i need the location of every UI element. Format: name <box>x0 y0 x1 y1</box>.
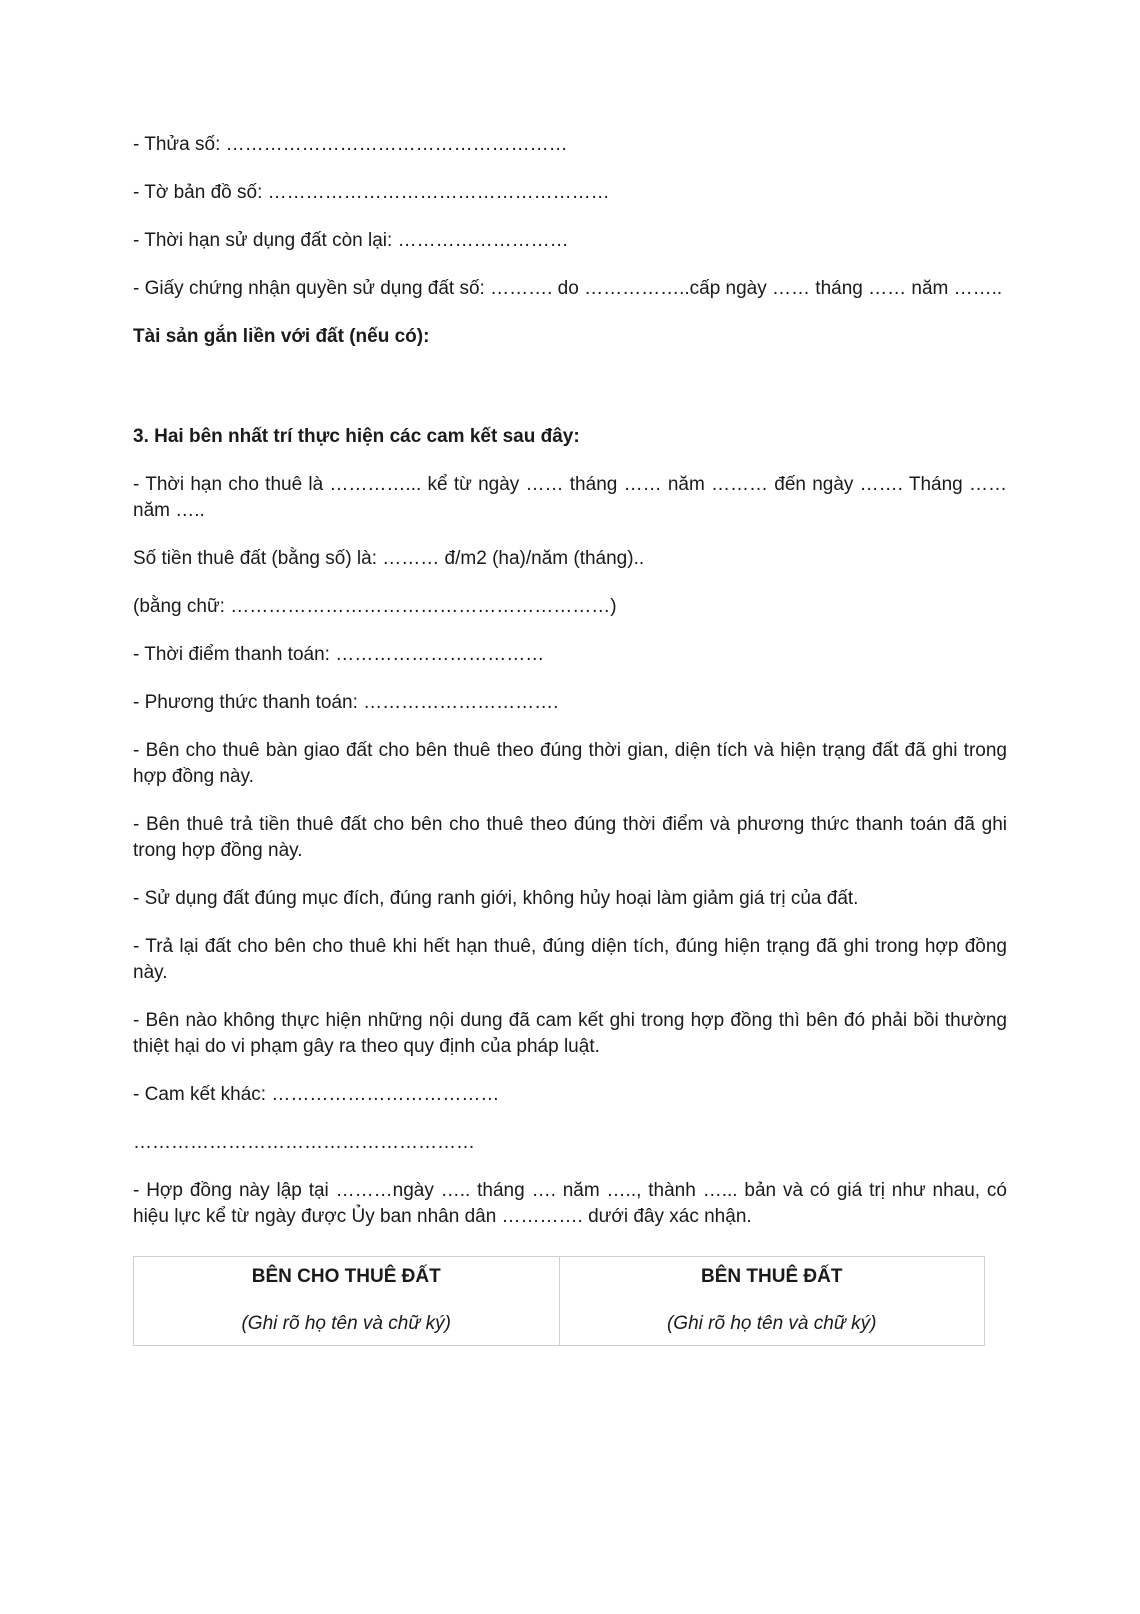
clause-land-handover: - Bên cho thuê bàn giao đất cho bên thuê theo đúng thời gian, diện tích và hiện trạng đất đã ghi trong hợp đồng này. <box>133 740 1007 787</box>
clause-contract-execution: - Hợp đồng này lập tại ………ngày ….. tháng …. năm ….., thành …... bản và có giá trị như nhau, có hiệu lực kể từ ngày được Ủy ban nhân dân …………. dưới đây xác nhận. <box>133 1180 1007 1227</box>
lessee-party-header: BÊN THUÊ ĐẤT <box>701 1266 843 1287</box>
clause-breach-compensation: - Bên nào không thực hiện những nội dung đã cam kết ghi trong hợp đồng thì bên đó phải bồi thường thiệt hại do vi phạm gây ra theo quy định của pháp luật. <box>133 1010 1007 1057</box>
lessee-signature-cell <box>559 1257 985 1346</box>
field-payment-method: - Phương thức thanh toán: …………………………. <box>133 692 559 713</box>
lessor-party-header: BÊN CHO THUÊ ĐẤT <box>251 1266 441 1287</box>
field-parcel-number: - Thửa số: ……………………………………………… <box>133 134 568 155</box>
field-rent-amount-numeric: Số tiền thuê đất (bằng số) là: ……… đ/m2 (ha)/năm (tháng).. <box>133 548 645 569</box>
field-map-sheet-number: - Tờ bản đồ số: ……………………………………………… <box>133 182 610 203</box>
lessor-signature-note: (Ghi rõ họ tên và chữ ký) <box>241 1313 451 1334</box>
field-other-commitments-continued: ……………………………………………… <box>133 1132 475 1153</box>
signature-table-row <box>134 1257 985 1346</box>
heading-attached-assets: Tài sản gắn liền với đất (nếu có): <box>133 326 430 347</box>
lessor-signature-cell <box>134 1257 560 1346</box>
field-other-commitments: - Cam kết khác: ……………………………… <box>133 1084 500 1105</box>
field-land-use-certificate: - Giấy chứng nhận quyền sử dụng đất số: ………. do ……………..cấp ngày …… tháng …… năm …….. <box>133 278 1003 299</box>
lessee-signature-note: (Ghi rõ họ tên và chữ ký) <box>666 1313 877 1334</box>
field-rent-amount-words: (bằng chữ: ……………………………………………………) <box>133 596 617 617</box>
clause-rent-payment: - Bên thuê trả tiền thuê đất cho bên cho thuê theo đúng thời điểm và phương thức thanh toán đã ghi trong hợp đồng này. <box>133 814 1007 861</box>
clause-land-return: - Trả lại đất cho bên cho thuê khi hết hạn thuê, đúng diện tích, đúng hiện trạng đã ghi trong hợp đồng này. <box>133 936 1007 983</box>
field-remaining-land-use-term: - Thời hạn sử dụng đất còn lại: ……………………… <box>133 230 569 251</box>
clause-land-use-purpose: - Sử dụng đất đúng mục đích, đúng ranh giới, không hủy hoại làm giảm giá trị của đất. <box>133 888 859 909</box>
heading-section-3-commitments: 3. Hai bên nhất trí thực hiện các cam kết sau đây: <box>133 426 580 447</box>
field-lease-term: - Thời hạn cho thuê là …………... kể từ ngày …… tháng …… năm ……… đến ngày ……. Tháng …… năm ….. <box>133 474 1007 521</box>
field-payment-time: - Thời điểm thanh toán: …………………………… <box>133 644 545 665</box>
signature-table <box>133 1256 985 1346</box>
blank-spacer <box>133 350 1007 402</box>
